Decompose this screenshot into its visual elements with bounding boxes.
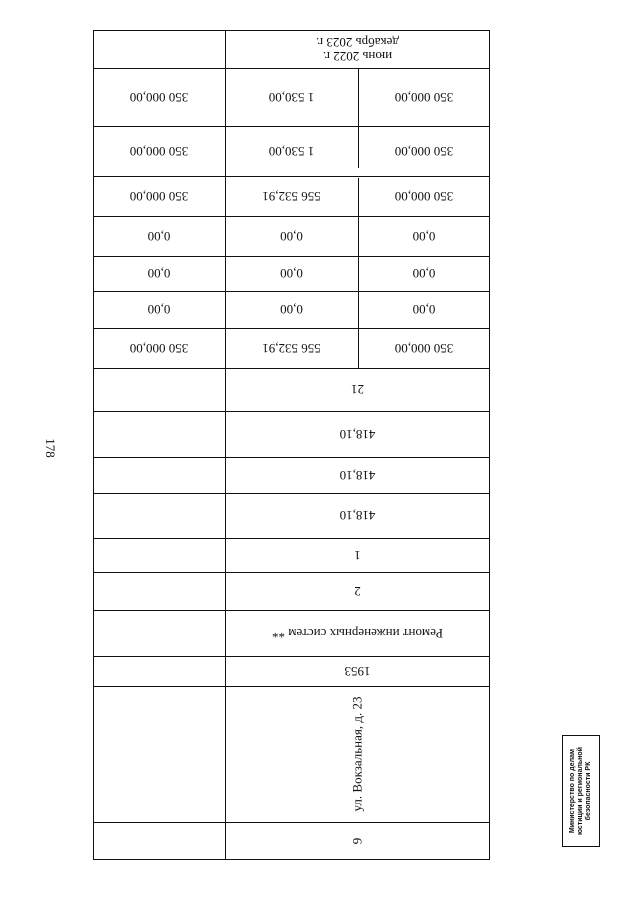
row7-col-a: 350 000,00	[129, 341, 189, 356]
row4-col-c: 0,00	[412, 229, 436, 244]
row2-col-c: 350 000,00	[394, 144, 454, 159]
address: ул. Вокзальная, д. 23	[349, 696, 365, 812]
row11-value: 418,10	[339, 508, 376, 524]
work-type: Ремонт инженерных систем **	[271, 626, 444, 641]
row6-col-c: 0,00	[412, 302, 436, 318]
row9-value: 418,10	[339, 427, 376, 442]
row1-col-a: 350 000,00	[129, 90, 189, 105]
row13-value: 2	[354, 584, 361, 599]
row4-col-a: 0,00	[147, 229, 171, 244]
row10-value: 418,10	[339, 468, 376, 483]
row5-col-b: 0,00	[280, 266, 303, 282]
row7-col-c: 350 000,00	[394, 341, 454, 356]
period-header: июнь 2022 г. декабрь 2023 г.	[316, 35, 399, 64]
row5-col-c: 0,00	[412, 266, 436, 282]
row7-col-b: 556 532,91	[262, 341, 321, 356]
row1-col-c: 350 000,00	[394, 90, 454, 105]
row4-col-b: 0,00	[280, 229, 303, 244]
row2-col-a: 350 000,00	[129, 144, 189, 159]
row2-col-b: 1 530,00	[268, 144, 315, 159]
row12-value: 1	[354, 548, 361, 563]
page-number: 178	[42, 438, 58, 458]
ministry-stamp: Министерство по делам юстиции и региональной безопасности РК	[562, 735, 600, 847]
row3-col-b: 556 532,91	[262, 189, 321, 204]
row6-col-b: 0,00	[280, 302, 303, 318]
row5-col-a: 0,00	[147, 266, 171, 282]
build-year: 1953	[344, 664, 371, 679]
row8-value: 21	[351, 382, 364, 398]
row3-col-a: 350 000,00	[129, 189, 189, 204]
row3-col-c: 350 000,00	[394, 189, 454, 204]
row1-col-b: 1 530,00	[268, 90, 315, 105]
row6-col-a: 0,00	[147, 302, 171, 318]
row-number: 9	[349, 837, 365, 845]
